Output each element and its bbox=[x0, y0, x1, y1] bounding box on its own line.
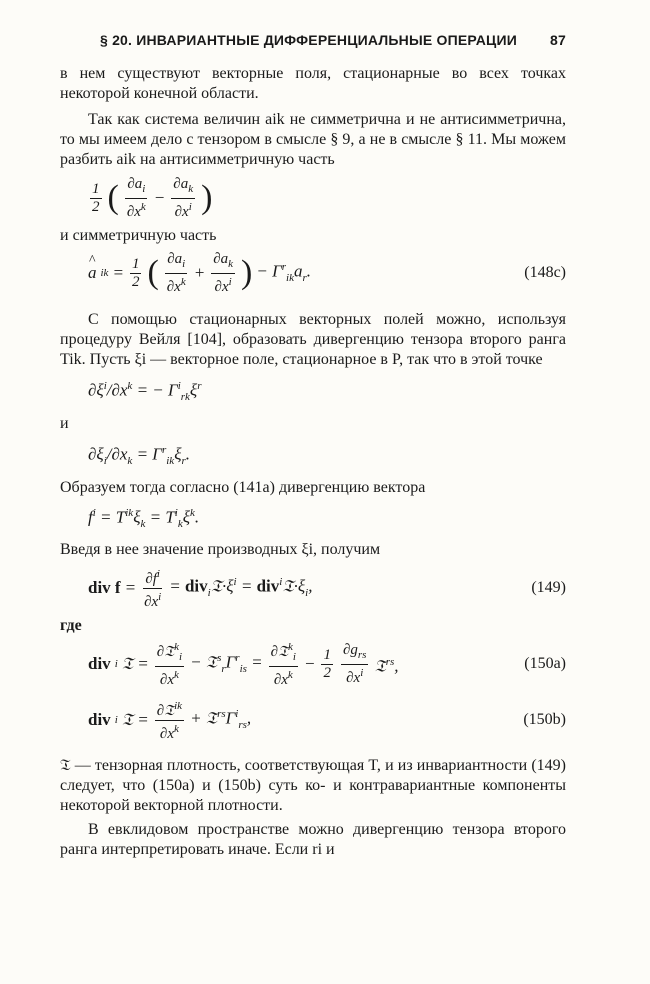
header-title: § 20. ИНВАРИАНТНЫЕ ДИФФЕРЕНЦИАЛЬНЫЕ ОПЕРАЦИИ bbox=[100, 32, 517, 48]
equation-number-149: (149) bbox=[531, 579, 566, 596]
equation-150b: div i 𝔗 = $\frac{\partial 𝔗^{ik}}{\partial x^k}$ + $𝔗^{rs}\Gamma^i_{rs}$, (150b) bbox=[88, 699, 566, 742]
paragraph-1: в нем существуют векторные поля, стационарные во всех точках некоторой конечной области. bbox=[60, 65, 566, 102]
paragraph-9: 𝔗 — тензорная плотность, соответствующая T, и из инвариантности (149) следует, что (150a) и (150b) суть ко- и контравариантные компоненты некоторой векторной плотности. bbox=[60, 757, 566, 814]
equation-150a: div i 𝔗 = $\frac{\partial 𝔗^k_i}{\partial x^k}$ − $𝔗^s_r\Gamma^r_{is}$ = $\frac{\partial 𝔗^k_i}{\partial x^k}$ − $\frac{1}{2}$ $\frac{\partial g_{rs}}{\partial x^i}$ 𝔗$^{rs}$, (150a) bbox=[88, 641, 566, 688]
equation-148c: ^ a ik = $\frac{1}{2}$ ( $\frac{\partial a_i}{\partial x^k}$ + $\frac{\partial a_k}{\partial x^i}$ ) − $\Gamma^r_{ik}a_r$. (148c) bbox=[60, 246, 566, 300]
paragraph-3: и симметричную часть bbox=[60, 227, 217, 244]
page-body bbox=[60, 64, 566, 860]
page-number: 87 bbox=[550, 32, 566, 48]
equation-149: div f = $\frac{\partial f^i}{\partial x^i}$ = $div_i𝔗\cdot\xi^i$ = $div^i𝔗\cdot\xi_i$, (149) bbox=[88, 567, 566, 610]
paragraph-2: Так как система величин aik не симметрична и не антисимметрична, то мы имеем дело с тензором в смысле § 9, а не в смысле § 11. Мы можем разбить aik на антисимметричную часть bbox=[60, 111, 566, 168]
paragraph-5: и bbox=[60, 415, 69, 432]
paragraph-7: Введя в нее значение производных ξi, получим bbox=[60, 541, 381, 558]
paragraph-8: где bbox=[60, 617, 82, 634]
equation-number-150b: (150b) bbox=[523, 711, 566, 728]
paragraph-10: В евклидовом пространстве можно дивергенцию тензора второго ранга интерпретировать иначе. Если ri и bbox=[60, 821, 566, 858]
derivative-xi-lower-equation: $\partial\xi_i/\partial x_k = \Gamma^r_{ik}\xi_r$. bbox=[88, 444, 191, 468]
antisymmetric-part-equation: $\frac{1}{2}$ ( $\frac{\partial a_i}{\partial x^k}$ − $\frac{\partial a_k}{\partial x^i}$ ) bbox=[92, 175, 213, 220]
paragraph-6: Образуем тогда согласно (141a) дивергенцию вектора bbox=[60, 479, 426, 496]
paragraph-4: С помощью стационарных векторных полей можно, используя процедуру Вейля [104], образовать дивергенцию тензора второго ранга Tik. Пусть ξi — векторное поле, стационарное в P, так что в этой точке bbox=[60, 311, 566, 368]
equation-number-148c: (148c) bbox=[524, 264, 566, 281]
vector-f-equation: $f^i = T^{ik}\xi_k = T^i_k\xi^k$. bbox=[88, 507, 200, 531]
derivative-xi-upper-equation: $\partial\xi^i/\partial x^k$ = − $\Gamma^i_{rk}\xi^r$ bbox=[88, 380, 202, 404]
equation-number-150a: (150a) bbox=[524, 655, 566, 672]
running-header bbox=[100, 32, 566, 48]
